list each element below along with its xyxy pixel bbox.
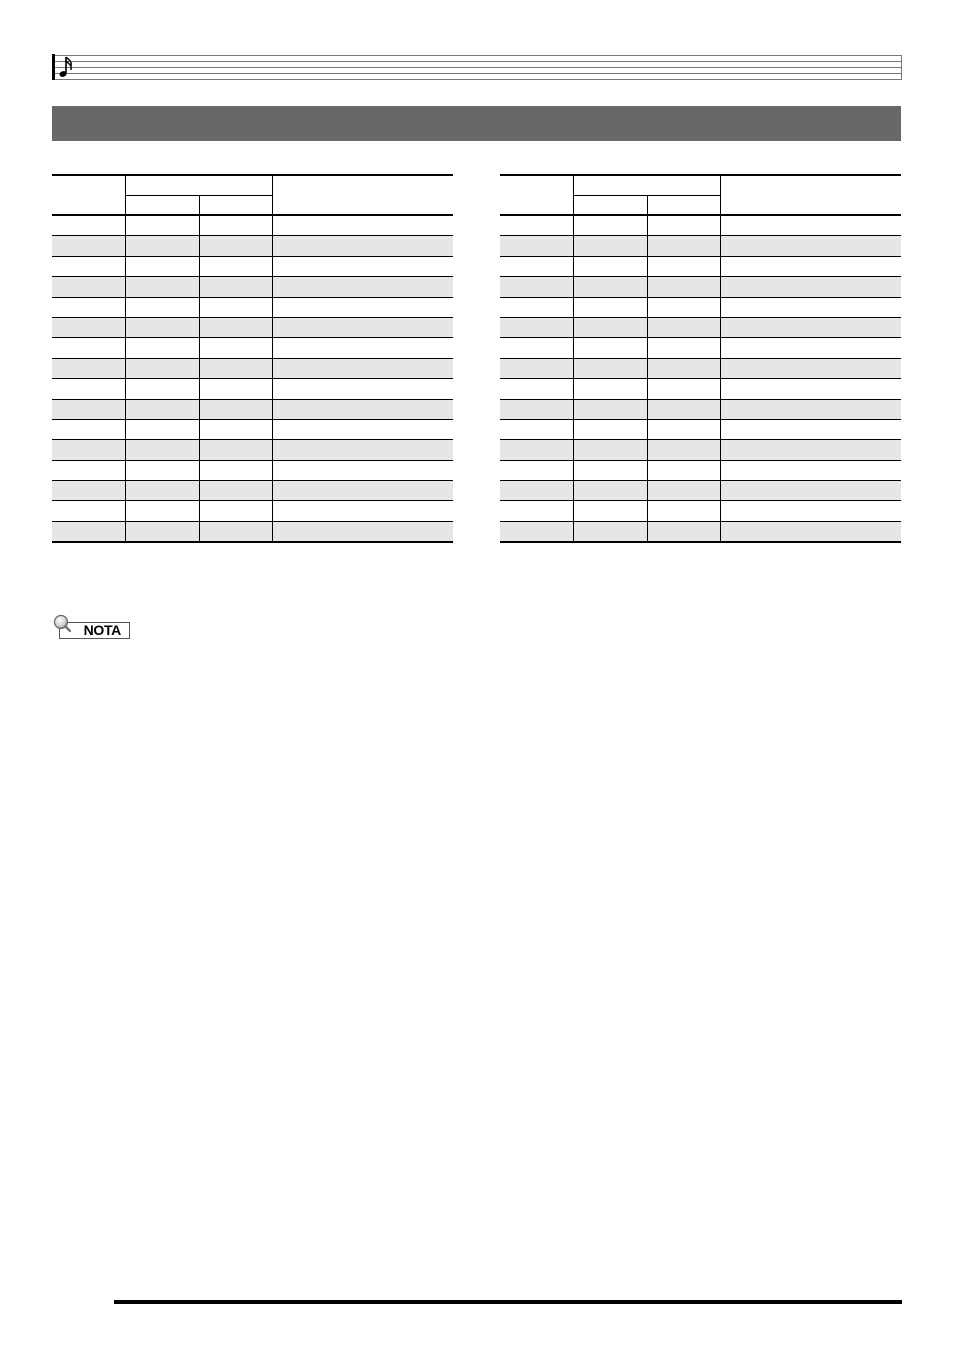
table-cell [125, 236, 199, 256]
table-row [52, 338, 453, 358]
table-row [52, 277, 453, 297]
table-row [52, 501, 453, 521]
table-cell [500, 297, 573, 317]
table-cell [199, 440, 272, 460]
table-cell [647, 297, 720, 317]
right-table-subheader-cell [573, 196, 647, 216]
table-cell [500, 215, 573, 236]
table-cell [125, 399, 199, 419]
table-cell [500, 277, 573, 297]
right-table [500, 174, 901, 543]
table-cell [573, 481, 647, 501]
left-table-header [52, 175, 453, 215]
left-table-header-cell [52, 175, 125, 215]
footer-rule [114, 1300, 902, 1304]
section-heading-band [52, 106, 901, 141]
table-row [52, 481, 453, 501]
table-cell [647, 399, 720, 419]
table-row [500, 521, 901, 542]
right-table-header [500, 175, 901, 215]
table-cell [199, 338, 272, 358]
table-row [500, 419, 901, 439]
table-cell [52, 379, 125, 399]
table-row [500, 256, 901, 276]
table-cell [125, 440, 199, 460]
table-cell [125, 297, 199, 317]
table-cell [52, 501, 125, 521]
table-cell [647, 338, 720, 358]
table-row [52, 419, 453, 439]
table-cell [573, 440, 647, 460]
table-cell [272, 419, 453, 439]
table-cell [720, 297, 901, 317]
table-cell [500, 501, 573, 521]
left-table-subheader-cell [199, 196, 272, 216]
table-cell [720, 256, 901, 276]
table-cell [573, 358, 647, 378]
table-cell [125, 215, 199, 236]
table-cell [272, 338, 453, 358]
table-cell [52, 317, 125, 337]
table-row [500, 358, 901, 378]
table-cell [573, 277, 647, 297]
table-cell [500, 440, 573, 460]
table-cell [647, 379, 720, 399]
table-cell [52, 358, 125, 378]
table-cell [272, 501, 453, 521]
left-table-header-cell [272, 175, 453, 215]
table-cell [500, 236, 573, 256]
table-row [52, 358, 453, 378]
table-cell [199, 399, 272, 419]
table-cell [500, 419, 573, 439]
table-cell [52, 277, 125, 297]
table-cell [125, 379, 199, 399]
table-cell [125, 460, 199, 480]
table-cell [52, 338, 125, 358]
table-cell [199, 297, 272, 317]
table-row [500, 379, 901, 399]
table-cell [272, 379, 453, 399]
table-cell [720, 501, 901, 521]
table-cell [573, 236, 647, 256]
table-row [500, 460, 901, 480]
table-cell [52, 419, 125, 439]
table-cell [647, 277, 720, 297]
table-cell [720, 338, 901, 358]
header-staff [52, 54, 902, 80]
table-cell [500, 358, 573, 378]
table-row [500, 317, 901, 337]
table-cell [125, 256, 199, 276]
left-table-body [52, 215, 453, 542]
table-cell [272, 521, 453, 542]
table-cell [125, 521, 199, 542]
table-cell [199, 236, 272, 256]
table-row [52, 236, 453, 256]
table-row [52, 440, 453, 460]
right-table-group-header [573, 175, 720, 196]
table-cell [52, 297, 125, 317]
table-cell [125, 358, 199, 378]
table-cell [720, 379, 901, 399]
table-cell [500, 399, 573, 419]
table-cell [647, 460, 720, 480]
table-row [52, 460, 453, 480]
table-cell [199, 317, 272, 337]
table-cell [125, 338, 199, 358]
right-table-header-cell [500, 175, 573, 215]
table-cell [272, 297, 453, 317]
table-cell [272, 460, 453, 480]
table-cell [573, 501, 647, 521]
table-cell [272, 277, 453, 297]
table-cell [573, 297, 647, 317]
table-cell [573, 399, 647, 419]
table-cell [573, 460, 647, 480]
table-row [500, 440, 901, 460]
table-cell [52, 236, 125, 256]
table-cell [199, 501, 272, 521]
table-cell [125, 419, 199, 439]
table-cell [199, 358, 272, 378]
left-table-subheader-cell [125, 196, 199, 216]
table-row [500, 277, 901, 297]
table-row [500, 215, 901, 236]
table-cell [52, 460, 125, 480]
nota-badge [52, 614, 132, 642]
table-cell [720, 481, 901, 501]
table-cell [720, 399, 901, 419]
table-cell [573, 379, 647, 399]
table-cell [720, 440, 901, 460]
table-row [500, 236, 901, 256]
table-cell [272, 440, 453, 460]
table-row [52, 379, 453, 399]
table-cell [720, 236, 901, 256]
table-cell [272, 236, 453, 256]
table-row [500, 501, 901, 521]
table-cell [500, 460, 573, 480]
magnifier-icon [52, 614, 74, 636]
table-cell [199, 379, 272, 399]
table-row [52, 215, 453, 236]
table-cell [500, 256, 573, 276]
table-cell [647, 501, 720, 521]
table-cell [52, 256, 125, 276]
table-cell [272, 215, 453, 236]
table-cell [500, 521, 573, 542]
table-cell [647, 481, 720, 501]
table-cell [125, 317, 199, 337]
right-table-body [500, 215, 901, 542]
table-cell [272, 358, 453, 378]
table-row [52, 521, 453, 542]
table-cell [720, 317, 901, 337]
table-cell [500, 481, 573, 501]
table-cell [52, 399, 125, 419]
table-row [500, 297, 901, 317]
table-cell [199, 256, 272, 276]
table-cell [720, 215, 901, 236]
table-cell [500, 338, 573, 358]
left-table [52, 174, 453, 543]
table-cell [647, 358, 720, 378]
table-cell [125, 501, 199, 521]
table-cell [272, 256, 453, 276]
table-cell [272, 399, 453, 419]
table-cell [573, 521, 647, 542]
table-cell [199, 215, 272, 236]
table-cell [573, 317, 647, 337]
table-cell [573, 215, 647, 236]
table-row [500, 399, 901, 419]
table-cell [647, 521, 720, 542]
right-table-subheader-cell [647, 196, 720, 216]
table-row [500, 481, 901, 501]
table-row [52, 297, 453, 317]
table-cell [647, 317, 720, 337]
table-cell [720, 277, 901, 297]
table-cell [573, 419, 647, 439]
table-cell [500, 379, 573, 399]
table-cell [52, 440, 125, 460]
right-table-header-cell [720, 175, 901, 215]
left-table-group-header [125, 175, 272, 196]
table-cell [573, 256, 647, 276]
table-cell [647, 419, 720, 439]
table-cell [199, 277, 272, 297]
table-cell [52, 521, 125, 542]
table-cell [199, 460, 272, 480]
table-cell [720, 521, 901, 542]
table-cell [647, 236, 720, 256]
table-row [52, 399, 453, 419]
table-cell [720, 460, 901, 480]
table-row [500, 338, 901, 358]
table-cell [720, 358, 901, 378]
table-cell [272, 481, 453, 501]
table-cell [647, 215, 720, 236]
table-row [52, 256, 453, 276]
table-cell [647, 256, 720, 276]
table-cell [52, 215, 125, 236]
table-cell [720, 419, 901, 439]
table-cell [647, 440, 720, 460]
table-cell [199, 481, 272, 501]
table-cell [500, 317, 573, 337]
table-cell [125, 277, 199, 297]
table-cell [199, 521, 272, 542]
table-cell [272, 317, 453, 337]
table-cell [199, 419, 272, 439]
table-cell [573, 338, 647, 358]
table-cell [52, 481, 125, 501]
nota-label: NOTA [59, 622, 130, 639]
table-row [52, 317, 453, 337]
table-cell [125, 481, 199, 501]
